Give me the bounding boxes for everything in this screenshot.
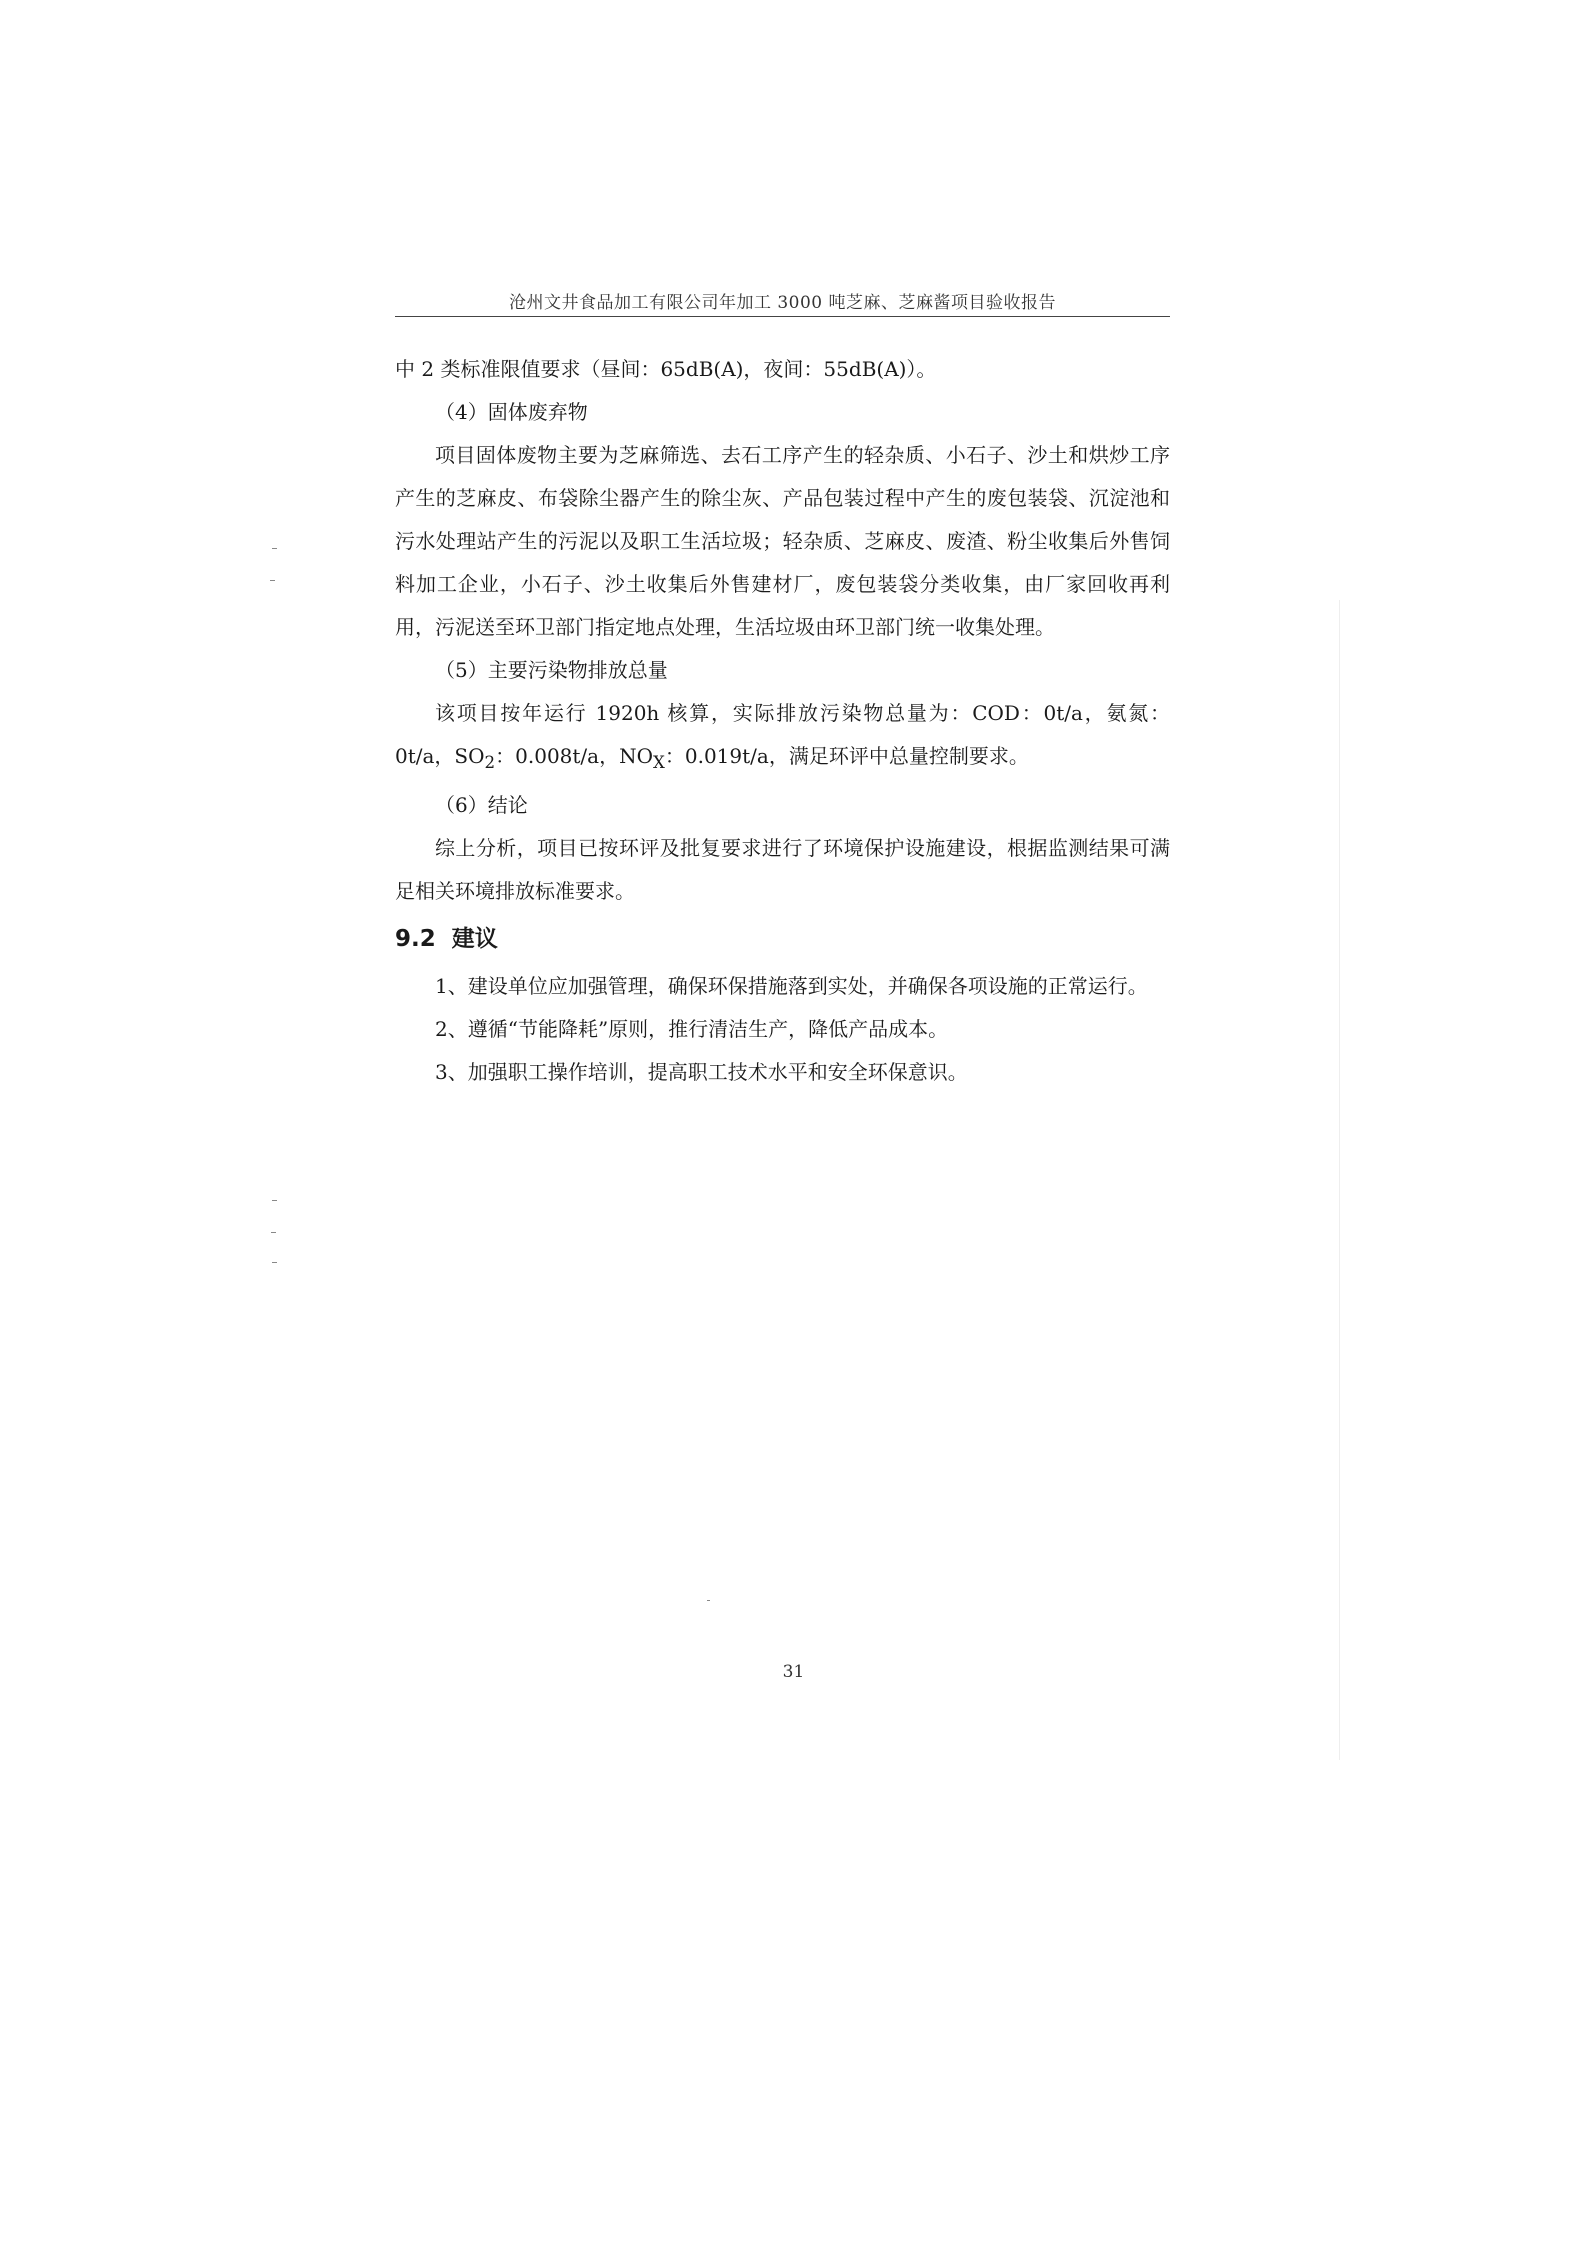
nox-subscript: X: [653, 753, 665, 772]
emission-text-lead: 该项目按年运行 1920h 核算，实际排放污染物总量为：COD：0t/a，氨氮：0t/a，SO: [395, 701, 1170, 768]
paragraph-solid-waste: 项目固体废物主要为芝麻筛选、去石工序产生的轻杂质、小石子、沙土和烘炒工序产生的芝麻皮、布袋除尘器产生的除尘灰、产品包装过程中产生的废包装袋、沉淀池和污水处理站产生的污泥以及职工生活垃圾；轻杂质、芝麻皮、废渣、粉尘收集后外售饲料加工企业，小石子、沙土收集后外售建材厂，废包装袋分类收集，由厂家回收再利用，污泥送至环卫部门指定地点处理，生活垃圾由环卫部门统一收集处理。: [395, 443, 1170, 639]
scan-speck: [271, 1232, 276, 1233]
subheading-solid-waste: （4）固体废弃物: [435, 400, 588, 424]
subheading-total-emissions: （5）主要污染物排放总量: [435, 658, 668, 682]
page-header: 沧州文井食品加工有限公司年加工 3000 吨芝麻、芝麻酱项目验收报告: [508, 293, 1057, 313]
header-rule: [395, 316, 1170, 317]
document-body: [395, 348, 1170, 1094]
subheading-conclusion: （6）结论: [435, 793, 528, 817]
scan-speck: [707, 1600, 710, 1601]
paragraph-conclusion: 综上分析，项目已按环评及批复要求进行了环境保护设施建设，根据监测结果可满足相关环境排放标准要求。: [395, 836, 1170, 903]
section-title: 建议: [451, 926, 498, 952]
paragraph-total-emissions: [395, 692, 1170, 784]
emission-text-mid: ：0.008t/a，NO: [495, 744, 653, 768]
section-number: 9.2: [395, 926, 436, 952]
scan-speck: [272, 548, 277, 549]
recommendation-item: 1、建设单位应加强管理，确保环保措施落到实处，并确保各项设施的正常运行。: [435, 974, 1148, 998]
recommendation-item: 2、遵循“节能降耗”原则，推行清洁生产，降低产品成本。: [435, 1017, 949, 1041]
paragraph-noise-standard: 中 2 类标准限值要求（昼间：65dB(A)，夜间：55dB(A)）。: [395, 357, 937, 381]
so2-subscript: 2: [484, 753, 496, 772]
recommendation-item: 3、加强职工操作培训，提高职工技术水平和安全环保意识。: [435, 1060, 968, 1084]
scan-speck: [272, 1200, 277, 1201]
page-number: 31: [782, 1662, 805, 1682]
scan-speck: [270, 580, 275, 581]
section-heading: [395, 913, 1170, 965]
scan-speck: [272, 1262, 277, 1263]
emission-text-tail: ：0.019t/a，满足环评中总量控制要求。: [664, 744, 1029, 768]
scan-edge-line: [1339, 600, 1340, 1760]
